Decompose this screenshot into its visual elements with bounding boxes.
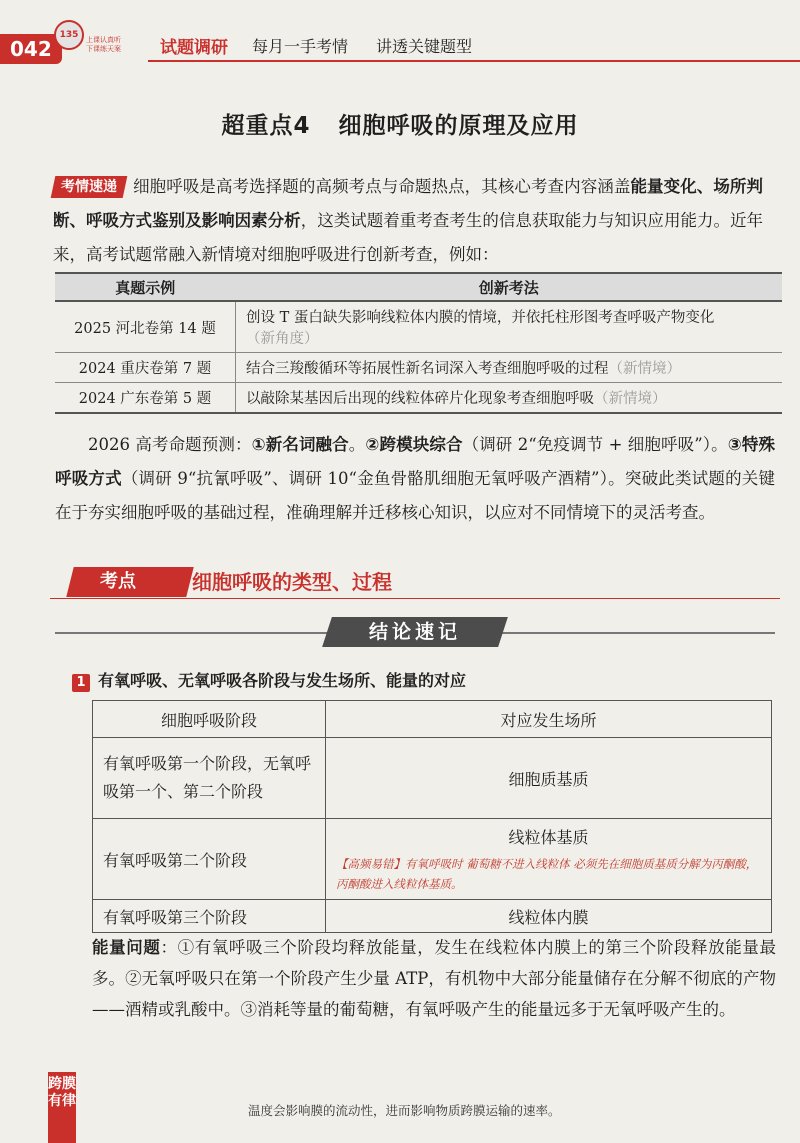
site-cell: 线粒体内膜	[326, 900, 772, 933]
section-number: 1	[72, 674, 90, 692]
exam-desc: 结合三羧酸循环等拓展性新名词深入考查细胞呼吸的过程（新情境）	[236, 353, 783, 383]
prediction-paragraph: 2026 高考命题预测：①新名词融合。②跨模块综合（调研 2“免疫调节 + 细胞呼吸”）。③特殊呼吸方式（调研 9“抗氰呼吸”、调研 10“金鱼骨骼肌细胞无氧呼吸产酒精”）。突破此类试题的关键在于夯实细胞呼吸的基础过程，准确理解并迁移核心知识，以应对不同情境下的灵活考查。	[55, 435, 775, 522]
header-tagline-2: 讲透关键题型	[376, 37, 473, 56]
exam-table	[55, 272, 782, 414]
table-row	[93, 819, 772, 900]
section-heading: 1 有氧呼吸、无氧呼吸各阶段与发生场所、能量的对应	[72, 668, 466, 692]
header-section: 试题调研	[160, 38, 228, 58]
kaodian-tag: 考点	[66, 567, 193, 597]
table-row	[55, 383, 782, 414]
table-row	[55, 353, 782, 383]
table-row	[93, 900, 772, 933]
side-tag: 跨膜有律	[48, 1072, 76, 1143]
energy-paragraph: 能量问题：①有氧呼吸三个阶段均释放能量，发生在线粒体内膜上的第三个阶段释放能量最多。②无氧呼吸只在第一个阶段产生少量 ATP，有机物中大部分能量储存在分解不彻底的产物——酒精或乳酸中。③消耗等量的葡萄糖，有氧呼吸产生的能量远多于无氧呼吸产生的。	[92, 938, 777, 1019]
conclusion-label: 结论速记	[322, 617, 508, 647]
table-header-row	[55, 273, 782, 301]
stage-cell: 有氧呼吸第一个阶段，无氧呼吸第一个、第二个阶段	[93, 738, 326, 819]
stage-cell: 有氧呼吸第三个阶段	[93, 900, 326, 933]
table-row	[93, 738, 772, 819]
exam-desc: 创设 T 蛋白缺失影响线粒体内膜的情境，并依托柱形图考查呼吸产物变化 （新角度）	[236, 301, 783, 353]
column-header: 真题示例	[55, 273, 236, 301]
conclusion-banner	[55, 617, 775, 647]
page-title: 超重点4 细胞呼吸的原理及应用	[221, 113, 579, 139]
column-header: 创新考法	[236, 273, 783, 301]
column-header: 细胞呼吸阶段	[93, 701, 326, 738]
kaodian-heading	[50, 565, 780, 599]
table-header-row	[93, 701, 772, 738]
stage-cell: 有氧呼吸第二个阶段	[93, 819, 326, 900]
intro-tag: 考情速递	[51, 176, 128, 198]
exam-source: 2025 河北卷第 14 题	[55, 301, 236, 353]
kaodian-title: 细胞呼吸的类型、过程	[192, 570, 392, 594]
footer-note: 温度会影响膜的流动性，进而影响物质跨膜运输的速率。	[248, 1103, 561, 1118]
page-header	[0, 0, 800, 70]
table-row	[55, 301, 782, 353]
stage-site-table	[92, 700, 772, 933]
page-number: 042	[0, 34, 62, 64]
header-slogan: 上课认真听 下课练天案	[86, 36, 121, 53]
column-header: 对应发生场所	[326, 701, 772, 738]
exam-desc: 以敲除某基因后出现的线粒体碎片化现象考查细胞呼吸（新情境）	[236, 383, 783, 414]
site-cell: 细胞质基质	[326, 738, 772, 819]
exam-source: 2024 广东卷第 5 题	[55, 383, 236, 414]
exam-source: 2024 重庆卷第 7 题	[55, 353, 236, 383]
header-tagline-1: 每月一手考情	[252, 37, 349, 56]
header-divider	[148, 60, 800, 62]
kaodian-divider	[50, 598, 780, 599]
site-cell: 线粒体基质 【高频易错】有氧呼吸时 葡萄糖不进入线粒体 必须先在细胞质基质分解为丙酮酸，丙酮酸进入线粒体基质。	[326, 819, 772, 900]
brand-badge: 135	[54, 20, 84, 50]
intro-paragraph: 考情速递 细胞呼吸是高考选择题的高频考点与命题热点，其核心考查内容涵盖能量变化、场所判断、呼吸方式鉴别及影响因素分析，这类试题着重考查考生的信息获取能力与知识应用能力。近年来，高考试题常融入新情境对细胞呼吸进行创新考查，例如：	[53, 170, 763, 272]
handwritten-note: 【高频易错】有氧呼吸时 葡萄糖不进入线粒体 必须先在细胞质基质分解为丙酮酸，丙酮酸进入线粒体基质。	[336, 856, 758, 891]
